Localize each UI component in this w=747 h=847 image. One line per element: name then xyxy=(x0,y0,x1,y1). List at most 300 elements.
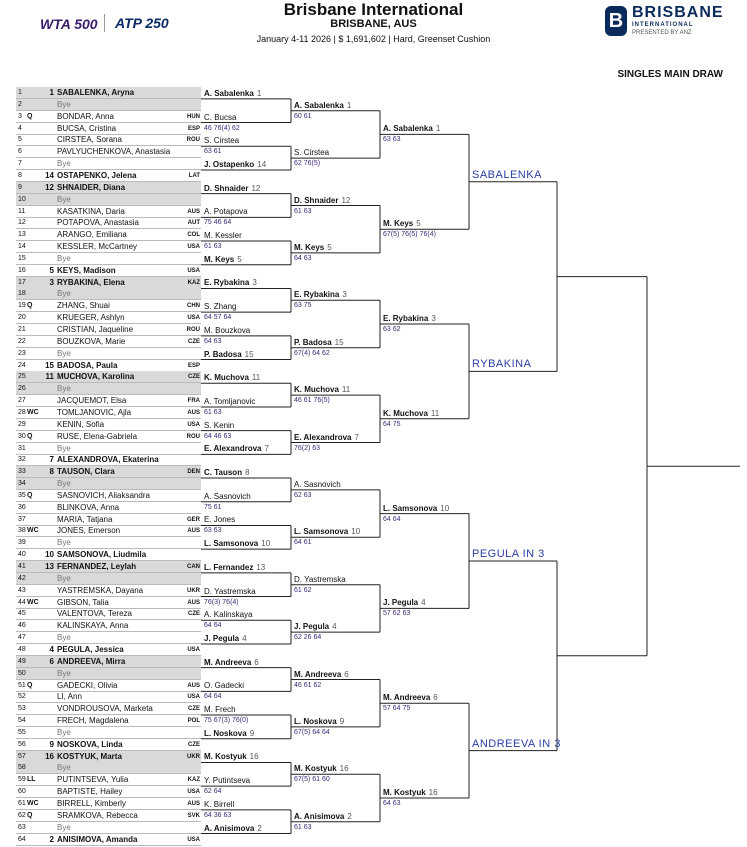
draw-position: 25 xyxy=(18,373,26,381)
r2-winner xyxy=(204,420,237,431)
player-row xyxy=(16,371,201,383)
player-row xyxy=(16,454,201,466)
player-name: SABALENKA, Aryna xyxy=(57,88,135,97)
player-row xyxy=(16,514,201,526)
draw-position: 7 xyxy=(18,160,22,168)
winner-name: L. Samsonova xyxy=(204,539,259,549)
player-row xyxy=(16,265,201,277)
draw-position: 5 xyxy=(18,136,22,144)
winner-seed: 12 xyxy=(251,183,261,193)
player-row xyxy=(16,620,201,632)
brisbane-logo-subtext: INTERNATIONAL xyxy=(632,22,694,28)
draw-position: 15 xyxy=(18,254,26,262)
player-row xyxy=(16,762,201,774)
player-name: RYBAKINA, Elena xyxy=(57,277,125,287)
player-name: LI, Ann xyxy=(57,692,82,702)
winner-seed: 4 xyxy=(421,598,426,608)
entry-tag: Q xyxy=(27,811,33,819)
r3-score: 64 63 xyxy=(294,254,312,262)
winner-seed: 9 xyxy=(339,716,345,726)
country-code: AUS xyxy=(187,528,200,535)
seed-number: 9 xyxy=(49,739,54,749)
r2-winner xyxy=(204,680,247,691)
winner-seed: 1 xyxy=(346,100,352,110)
r2-score: 61 63 xyxy=(204,243,222,251)
player-row xyxy=(16,170,201,182)
winner-seed: 1 xyxy=(435,124,441,134)
draw-position: 26 xyxy=(18,385,26,393)
player-name: Bye xyxy=(57,253,71,263)
player-row xyxy=(16,585,201,597)
player-row xyxy=(16,241,201,253)
r3-winner xyxy=(294,337,344,348)
winner-name: S. Kenin xyxy=(204,420,235,430)
winner-seed: 8 xyxy=(245,468,250,478)
player-name: Bye xyxy=(57,573,71,583)
player-name: PUTINTSEVA, Yulia xyxy=(57,775,129,785)
country-code: CAN xyxy=(187,564,200,570)
player-row xyxy=(16,573,201,585)
player-row xyxy=(16,300,201,312)
winner-seed: 6 xyxy=(344,669,349,679)
player-row xyxy=(16,206,201,218)
winner-seed: 16 xyxy=(428,788,438,797)
player-name: KOSTYUK, Marta xyxy=(57,751,122,761)
r3-score: 67(5) 61 60 xyxy=(294,776,330,784)
country-code: CZE xyxy=(188,374,200,381)
draw-position: 9 xyxy=(18,183,22,191)
player-row xyxy=(16,348,201,360)
r2-score: 64 64 xyxy=(204,693,222,701)
country-code: ROU xyxy=(186,137,200,144)
winner-name: O. Gadecki xyxy=(204,681,245,691)
winner-name: A. Kalinskaya xyxy=(204,610,253,620)
qf-winner xyxy=(383,123,440,134)
tournament-info: January 4-11 2026 | $ 1,691,602 | Hard, Greenset Cushion xyxy=(256,34,491,44)
winner-name: J. Pegula xyxy=(204,633,240,643)
winner-seed: 2 xyxy=(347,811,352,821)
seed-number: 5 xyxy=(49,265,54,275)
qf-winner xyxy=(383,503,449,514)
winner-seed: 10 xyxy=(261,539,271,549)
country-code: CZE xyxy=(188,611,200,618)
r3-score: 63 75 xyxy=(294,302,312,310)
wta-logo: WTA 500 xyxy=(40,16,98,32)
draw-position: 27 xyxy=(18,397,26,405)
r2-winner xyxy=(204,562,265,573)
winner-name: M. Bouzkova xyxy=(204,325,251,335)
qf-score: 64 63 xyxy=(383,800,401,807)
r3-score: 46 61 76(5) xyxy=(294,397,330,405)
player-row xyxy=(16,644,201,656)
player-name: ANISIMOVA, Amanda xyxy=(57,834,138,844)
winner-seed: 4 xyxy=(242,633,247,643)
seed-number: 10 xyxy=(45,550,54,560)
r3-score: 60 61 xyxy=(294,112,312,120)
r2-winner xyxy=(204,538,270,549)
r3-winner xyxy=(294,100,351,111)
r3-score: 67(5) 64 64 xyxy=(294,728,330,736)
entry-tag: WC xyxy=(27,598,39,606)
r2-score: 76(3) 76(4) xyxy=(204,598,239,606)
r2-winner xyxy=(204,301,239,312)
draw-position: 50 xyxy=(18,669,26,677)
r2-winner xyxy=(204,443,269,454)
winner-seed: 5 xyxy=(416,219,421,229)
player-name: BLINKOVA, Anna xyxy=(57,502,120,512)
country-code: ROU xyxy=(186,433,200,440)
player-name: ZHANG, Shuai xyxy=(57,301,110,311)
r3-score: 61 62 xyxy=(294,586,312,594)
seed-number: 15 xyxy=(45,360,54,370)
player-name: TOMLJANOVIC, Ajla xyxy=(57,407,132,417)
qf-winner xyxy=(383,597,426,608)
winner-name: E. Jones xyxy=(204,515,236,525)
country-code: COL xyxy=(187,232,200,239)
r2-winner xyxy=(204,88,261,99)
player-name: CRISTIAN, Jaqueline xyxy=(57,325,134,334)
tournament-location: BRISBANE, AUS xyxy=(330,18,417,30)
country-code: KAZ xyxy=(187,279,200,286)
draw-position: 1 xyxy=(18,89,22,96)
player-row xyxy=(16,810,201,822)
r2-winner xyxy=(204,609,255,620)
draw-position: 18 xyxy=(18,290,26,298)
r2-winner xyxy=(204,230,245,241)
player-name: TAUSON, Clara xyxy=(57,467,115,477)
r2-score: 64 63 xyxy=(204,337,222,345)
winner-name: M. Kessler xyxy=(204,231,242,241)
r2-winner xyxy=(204,183,260,194)
country-code: AUS xyxy=(187,208,200,215)
draw-position: 12 xyxy=(18,219,26,227)
player-row xyxy=(16,834,201,846)
winner-seed: 1 xyxy=(256,88,262,98)
winner-seed: 7 xyxy=(264,444,269,454)
winner-name: M. Andreeva xyxy=(294,669,342,679)
sponsor-logo: PRESENTED BY ANZ xyxy=(632,30,692,36)
seed-number: 13 xyxy=(45,562,54,571)
tournament-title: Brisbane International xyxy=(283,0,464,19)
country-code: ESP xyxy=(187,362,200,369)
player-name: KEYS, Madison xyxy=(57,265,116,275)
draw-position: 20 xyxy=(18,314,26,322)
draw-position: 11 xyxy=(18,207,26,215)
r2-winner xyxy=(204,396,258,407)
country-code: CZE xyxy=(188,706,200,713)
winner-seed: 12 xyxy=(341,195,351,205)
draw-position: 2 xyxy=(18,100,22,108)
player-name: SAMSONOVA, Liudmila xyxy=(57,550,147,560)
entry-tag: Q xyxy=(27,432,33,440)
winner-name: E. Alexandrova xyxy=(204,444,262,454)
draw-position: 48 xyxy=(18,645,26,653)
semifinal-winner: PEGULA IN 3 xyxy=(472,548,545,560)
country-code: USA xyxy=(187,694,200,701)
player-name: Bye xyxy=(57,633,71,643)
r2-winner xyxy=(204,372,260,383)
player-name: CIRSTEA, Sorana xyxy=(57,135,122,145)
r2-score: 75 67(3) 76(0) xyxy=(204,717,249,725)
r2-score: 61 63 xyxy=(204,408,222,416)
draw-position: 37 xyxy=(18,515,26,523)
winner-name: C. Tauson xyxy=(204,468,243,478)
draw-position: 55 xyxy=(18,728,26,736)
r2-winner xyxy=(204,514,238,525)
player-name: BUCSA, Cristina xyxy=(57,123,117,133)
winner-name: D. Yastremska xyxy=(294,574,346,584)
seed-number: 6 xyxy=(49,656,54,666)
country-code: KAZ xyxy=(187,777,200,784)
player-name: OSTAPENKO, Jelena xyxy=(57,170,137,180)
country-code: USA xyxy=(187,267,200,274)
r3-winner xyxy=(294,384,350,395)
winner-name: D. Shnaider xyxy=(294,195,339,205)
winner-name: M. Andreeva xyxy=(204,657,252,667)
draw-position: 40 xyxy=(18,551,26,559)
winner-seed: 11 xyxy=(430,408,440,418)
player-name: BONDAR, Anna xyxy=(57,111,114,121)
player-row xyxy=(16,680,201,692)
player-name: KENIN, Sofia xyxy=(57,419,105,429)
player-name: SHNAIDER, Diana xyxy=(57,182,126,192)
entry-tag: WC xyxy=(27,800,39,807)
r2-winner xyxy=(204,491,254,502)
r2-winner xyxy=(204,728,254,739)
player-name: Bye xyxy=(57,289,71,299)
player-name: BADOSA, Paula xyxy=(57,360,118,370)
r3-score: 62 63 xyxy=(294,491,312,499)
player-row xyxy=(16,549,201,561)
winner-seed: 13 xyxy=(256,562,266,572)
player-row xyxy=(16,751,201,763)
seed-number: 12 xyxy=(45,182,54,192)
player-row xyxy=(16,691,201,703)
r2-score: 62 64 xyxy=(204,788,222,796)
winner-name: M. Keys xyxy=(383,219,414,229)
winner-name: A. Sabalenka xyxy=(383,124,433,134)
winner-name: J. Pegula xyxy=(383,598,419,608)
country-code: CZE xyxy=(188,338,200,345)
player-name: Bye xyxy=(57,479,71,489)
winner-name: L. Samsonova xyxy=(294,527,349,537)
brisbane-logo-icon: B xyxy=(605,6,627,36)
player-row xyxy=(16,632,201,644)
r2-winner xyxy=(204,467,250,478)
country-code: USA xyxy=(187,244,200,251)
r3-winner xyxy=(294,526,360,537)
player-row xyxy=(16,798,201,810)
r2-score: 75 46 64 xyxy=(204,219,232,227)
r2-score: 64 64 xyxy=(204,622,222,630)
country-code: SVK xyxy=(187,812,200,819)
winner-name: L. Fernandez xyxy=(204,562,254,572)
draw-position: 23 xyxy=(18,349,26,357)
winner-name: M. Kostyuk xyxy=(383,788,426,797)
player-row xyxy=(16,727,201,739)
seed-number: 11 xyxy=(45,372,54,382)
qf-score: 64 75 xyxy=(383,420,401,428)
winner-name: E. Rybakina xyxy=(294,290,340,300)
r2-winner xyxy=(204,135,242,146)
winner-name: J. Ostapenko xyxy=(204,159,255,169)
player-name: VALENTOVA, Tereza xyxy=(57,609,132,619)
winner-seed: 11 xyxy=(251,373,261,383)
player-name: BAPTISTE, Hailey xyxy=(57,787,123,797)
winner-name: E. Rybakina xyxy=(383,314,429,323)
r2-score: 64 36 63 xyxy=(204,811,232,819)
winner-seed: 3 xyxy=(252,278,257,288)
entry-tag: Q xyxy=(27,681,33,689)
country-code: AUT xyxy=(187,220,200,227)
player-row xyxy=(16,134,201,146)
semifinal-winner: SABALENKA xyxy=(472,168,542,181)
seed-number: 4 xyxy=(49,644,54,654)
winner-name: M. Kostyuk xyxy=(294,764,337,774)
player-row xyxy=(16,194,201,206)
r2-winner xyxy=(204,586,259,597)
player-row xyxy=(16,312,201,324)
player-row xyxy=(16,608,201,620)
winner-name: M. Keys xyxy=(294,242,325,252)
brisbane-logo-text: BRISBANE xyxy=(632,4,724,21)
r2-score: 64 57 64 xyxy=(204,314,232,322)
qf-score: 63 62 xyxy=(383,326,401,333)
draw-position: 42 xyxy=(18,574,26,582)
player-name: JACQUEMOT, Elsa xyxy=(57,396,127,406)
draw-position: 60 xyxy=(18,788,26,796)
winner-name: K. Birrell xyxy=(204,799,235,809)
draw-position: 34 xyxy=(18,480,26,488)
player-row xyxy=(16,253,201,265)
r2-winner xyxy=(204,704,239,715)
entry-tag: Q xyxy=(27,302,33,310)
player-row xyxy=(16,502,201,514)
draw-position: 39 xyxy=(18,539,26,547)
qf-score: 57 64 75 xyxy=(383,705,411,713)
seed-number: 16 xyxy=(45,751,54,761)
draw-label: SINGLES MAIN DRAW xyxy=(617,69,723,80)
winner-name: Y. Putintseva xyxy=(204,776,251,786)
r3-score: 76(2) 63 xyxy=(294,444,321,452)
draw-position: 4 xyxy=(18,124,22,132)
r3-winner xyxy=(294,479,344,490)
r3-score: 67(4) 64 62 xyxy=(294,349,330,357)
player-row xyxy=(16,774,201,786)
draw-position: 28 xyxy=(18,408,26,416)
r2-score: 63 61 xyxy=(204,148,222,156)
winner-name: J. Pegula xyxy=(294,622,330,632)
draw-position: 59 xyxy=(18,776,26,784)
r2-winner xyxy=(204,112,239,123)
winner-name: M. Keys xyxy=(204,254,235,264)
qf-winner xyxy=(383,787,438,798)
winner-seed: 4 xyxy=(332,622,337,632)
draw-position: 29 xyxy=(18,420,26,428)
winner-name: A. Sabalenka xyxy=(294,100,344,110)
player-name: FERNANDEZ, Leylah xyxy=(57,562,137,571)
country-code: DEN xyxy=(187,469,200,476)
r3-score: 46 61 62 xyxy=(294,681,322,689)
draw-position: 47 xyxy=(18,634,26,642)
player-name: KESSLER, McCartney xyxy=(57,242,138,252)
winner-name: K. Muchova xyxy=(204,373,249,383)
r2-winner xyxy=(204,349,254,360)
seed-number: 3 xyxy=(49,277,54,287)
player-row xyxy=(16,217,201,229)
draw-position: 31 xyxy=(18,444,26,452)
player-name: Bye xyxy=(57,194,71,204)
winner-name: K. Muchova xyxy=(383,408,428,418)
draw-position: 21 xyxy=(18,326,26,333)
draw-position: 62 xyxy=(18,811,26,819)
draw-position: 22 xyxy=(18,337,26,345)
r3-winner xyxy=(294,574,349,585)
draw-position: 46 xyxy=(18,622,26,630)
winner-name: M. Frech xyxy=(204,705,236,715)
draw-position: 30 xyxy=(18,432,26,440)
qf-score: 57 62 63 xyxy=(383,610,411,618)
winner-seed: 3 xyxy=(431,314,436,323)
country-code: AUS xyxy=(187,801,200,807)
player-row xyxy=(16,478,201,490)
player-name: BIRRELL, Kimberly xyxy=(57,799,126,808)
draw-position: 49 xyxy=(18,657,26,665)
winner-seed: 7 xyxy=(354,432,359,442)
draw-position: 24 xyxy=(18,361,26,369)
player-row xyxy=(16,182,201,194)
winner-seed: 16 xyxy=(249,752,259,762)
atp-logo: ATP 250 xyxy=(115,15,169,31)
player-row xyxy=(16,360,201,372)
draw-position: 41 xyxy=(18,563,26,570)
qf-score: 64 64 xyxy=(383,515,401,523)
player-row xyxy=(16,490,201,502)
draw-position: 43 xyxy=(18,586,26,594)
country-code: LAT xyxy=(188,172,200,179)
player-row xyxy=(16,158,201,170)
player-name: BOUZKOVA, Marie xyxy=(57,336,126,346)
player-row xyxy=(16,383,201,395)
player-name: RUSE, Elena-Gabriela xyxy=(57,431,138,441)
winner-name: L. Samsonova xyxy=(383,503,438,513)
draw-position: 6 xyxy=(18,148,22,156)
draw-position: 17 xyxy=(18,278,26,286)
player-name: NOSKOVA, Linda xyxy=(57,739,123,749)
player-name: Bye xyxy=(57,538,71,548)
country-code: ROU xyxy=(186,327,200,333)
winner-name: S. Zhang xyxy=(204,302,237,312)
r2-winner xyxy=(204,751,259,762)
winner-name: L. Noskova xyxy=(204,728,247,738)
r2-winner xyxy=(204,277,257,288)
country-code: USA xyxy=(187,646,200,653)
r2-winner xyxy=(204,206,251,217)
player-row xyxy=(16,87,201,99)
winner-name: M. Kostyuk xyxy=(204,752,247,762)
player-name: VONDROUSOVA, Marketa xyxy=(57,704,153,714)
draw-position: 64 xyxy=(18,835,26,843)
country-code: UKR xyxy=(187,753,200,760)
player-row xyxy=(16,229,201,241)
winner-name: E. Alexandrova xyxy=(294,432,352,442)
draw-position: 13 xyxy=(18,231,26,239)
draw-position: 38 xyxy=(18,527,26,535)
r2-winner xyxy=(204,799,237,810)
winner-seed: 15 xyxy=(334,337,344,347)
r3-winner xyxy=(294,811,352,822)
player-row xyxy=(16,123,201,135)
